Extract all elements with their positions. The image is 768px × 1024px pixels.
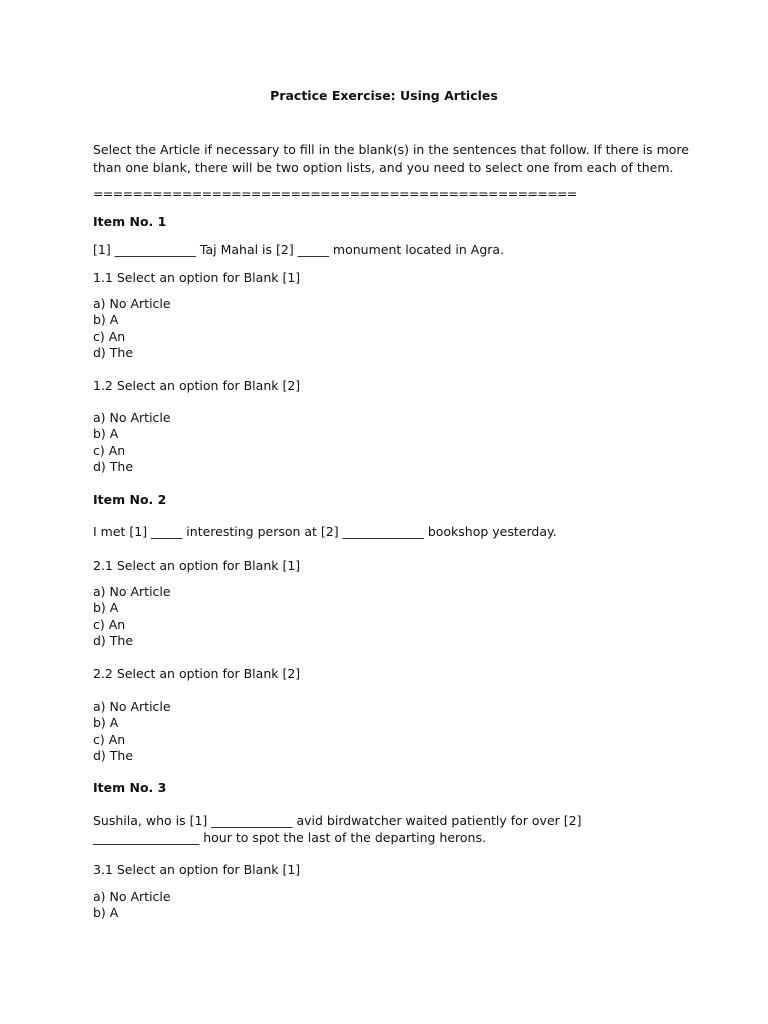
option-no-article[interactable]: a) No Article xyxy=(93,584,171,599)
item-1-question-2: 1.2 Select an option for Blank [2] xyxy=(93,378,301,393)
option-a[interactable]: b) A xyxy=(93,426,119,442)
item-2-options-2 xyxy=(93,699,171,765)
item-2-options-1 xyxy=(93,584,171,650)
item-3-heading: Item No. 3 xyxy=(93,780,167,795)
item-1-options-1 xyxy=(93,296,171,362)
option-a[interactable]: b) A xyxy=(93,905,119,921)
option-no-article[interactable]: a) No Article xyxy=(93,410,171,425)
option-an[interactable]: c) An xyxy=(93,442,126,458)
instructions-line-1: Select the Article if necessary to fill in the blank(s) in the sentences that follow. If there is more xyxy=(93,142,689,157)
item-3-sentence-line-1: Sushila, who is [1] _____________ avid birdwatcher waited patiently for over [2] xyxy=(93,813,582,828)
item-1-heading: Item No. 1 xyxy=(93,214,167,229)
option-no-article[interactable]: a) No Article xyxy=(93,699,171,714)
option-an[interactable]: c) An xyxy=(93,616,126,632)
separator: ================================================= xyxy=(93,186,577,201)
option-the[interactable]: d) The xyxy=(93,633,134,649)
option-the[interactable]: d) The xyxy=(93,748,134,764)
option-an[interactable]: c) An xyxy=(93,328,126,344)
option-no-article[interactable]: a) No Article xyxy=(93,296,171,311)
item-2-sentence: I met [1] _____ interesting person at [2] _____________ bookshop yesterday. xyxy=(93,524,557,539)
item-2-question-2: 2.2 Select an option for Blank [2] xyxy=(93,666,301,681)
item-1-sentence: [1] _____________ Taj Mahal is [2] _____ monument located in Agra. xyxy=(93,242,505,257)
option-no-article[interactable]: a) No Article xyxy=(93,889,171,904)
option-a[interactable]: b) A xyxy=(93,715,119,731)
option-a[interactable]: b) A xyxy=(93,600,119,616)
item-1-question-1: 1.1 Select an option for Blank [1] xyxy=(93,270,301,285)
item-1-options-2 xyxy=(93,410,171,476)
page-title: Practice Exercise: Using Articles xyxy=(270,88,498,103)
item-3-sentence-line-2: _________________ hour to spot the last of the departing herons. xyxy=(93,830,486,845)
option-the[interactable]: d) The xyxy=(93,345,134,361)
option-an[interactable]: c) An xyxy=(93,731,126,747)
option-the[interactable]: d) The xyxy=(93,459,134,475)
item-3-options-1 xyxy=(93,889,171,922)
item-3-question-1: 3.1 Select an option for Blank [1] xyxy=(93,862,301,877)
instructions-line-2: than one blank, there will be two option lists, and you need to select one from each of them. xyxy=(93,160,674,175)
item-2-question-1: 2.1 Select an option for Blank [1] xyxy=(93,558,301,573)
option-a[interactable]: b) A xyxy=(93,312,119,328)
item-2-heading: Item No. 2 xyxy=(93,492,167,507)
